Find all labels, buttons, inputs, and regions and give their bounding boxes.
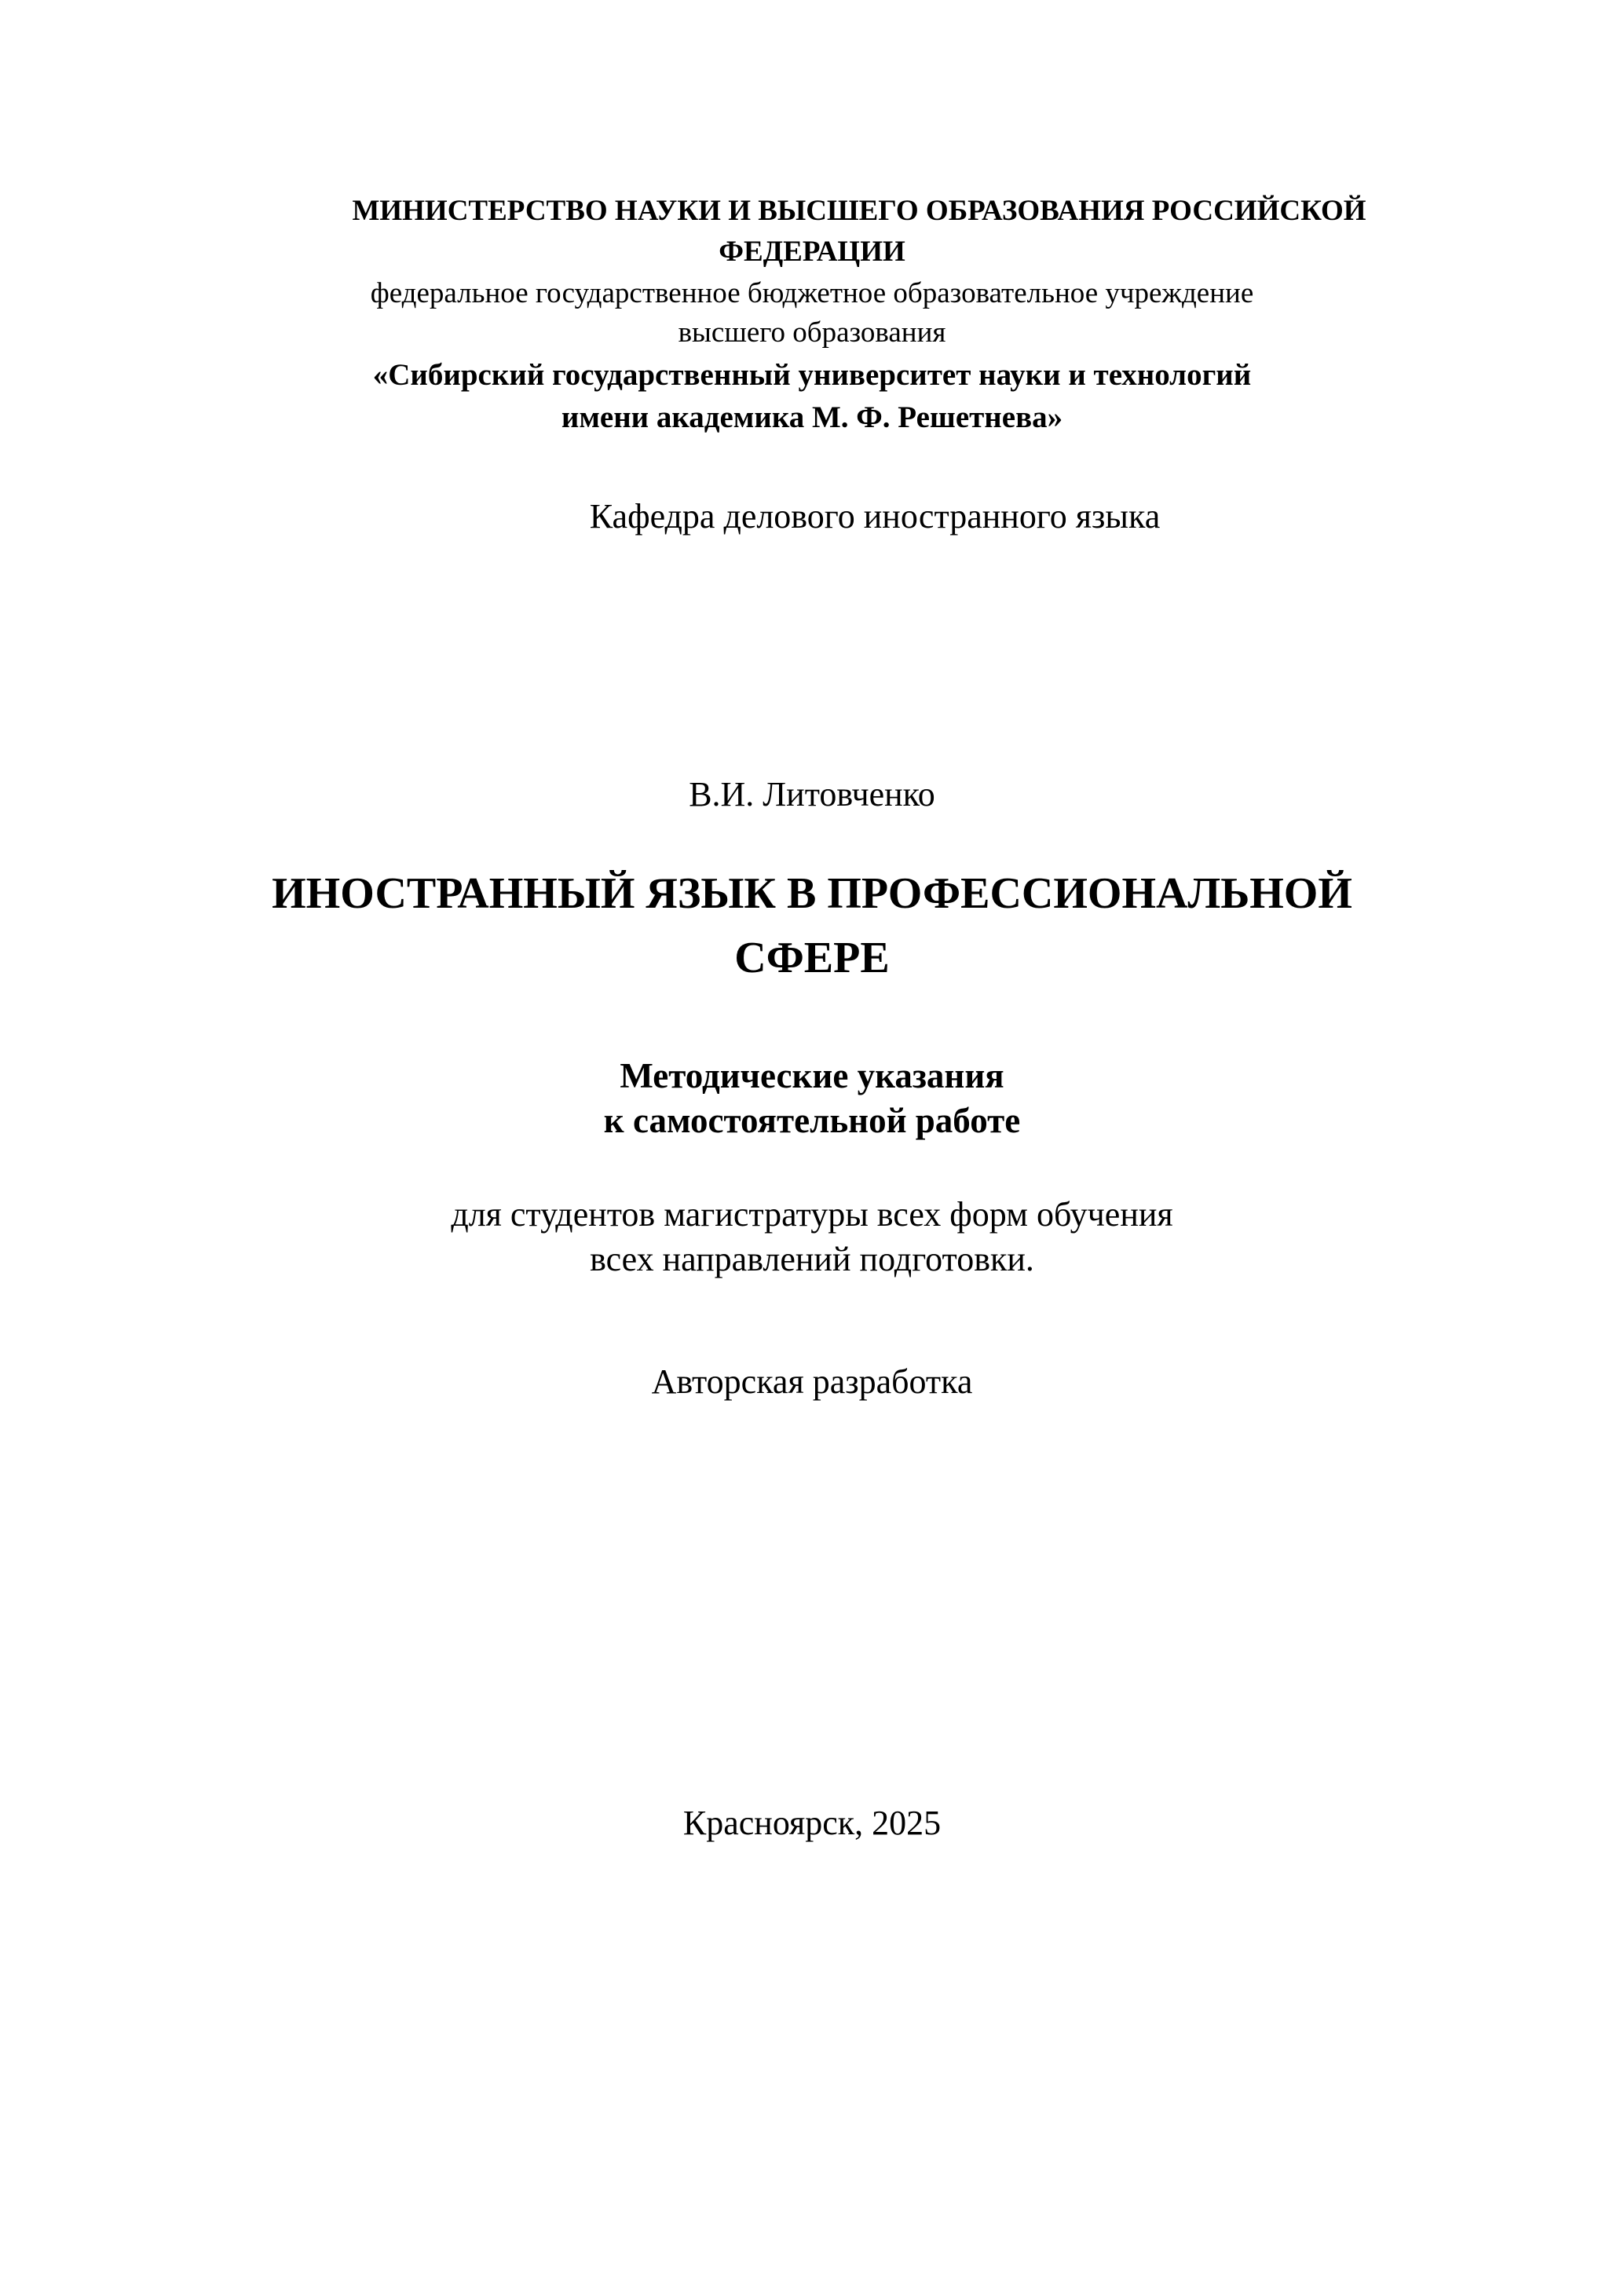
document-title-line2: СФЕРЕ [734, 934, 890, 982]
place-and-year: Красноярск, 2025 [682, 1804, 942, 1842]
university-name-line1: «Сибирский государственный университет науки и технологий [372, 358, 1252, 392]
department-name: Кафедра делового иностранного языка [589, 497, 1161, 536]
university-name-line2: имени академика М. Ф. Решетнева» [561, 400, 1063, 434]
audience-line1: для студентов магистратуры всех форм обучения [451, 1195, 1173, 1234]
author-name: В.И. Литовченко [689, 775, 935, 813]
document-title-line1: ИНОСТРАННЫЙ ЯЗЫК В ПРОФЕССИОНАЛЬНОЙ [272, 869, 1352, 918]
authors-development-note: Авторская разработка [651, 1362, 973, 1401]
audience-line2: всех направлений подготовки. [590, 1240, 1034, 1278]
institution-type-line2: высшего образования [678, 316, 946, 349]
document-subtitle-line1: Методические указания [620, 1056, 1004, 1095]
ministry-name-line2: ФЕДЕРАЦИИ [719, 236, 905, 268]
institution-type-line1: федеральное государственное бюджетное образовательное учреждение [370, 277, 1254, 309]
ministry-name-line1: МИНИСТЕРСТВО НАУКИ И ВЫСШЕГО ОБРАЗОВАНИЯ РОССИЙСКОЙ [352, 195, 1366, 227]
document-subtitle-line2: к самостоятельной работе [603, 1101, 1021, 1140]
